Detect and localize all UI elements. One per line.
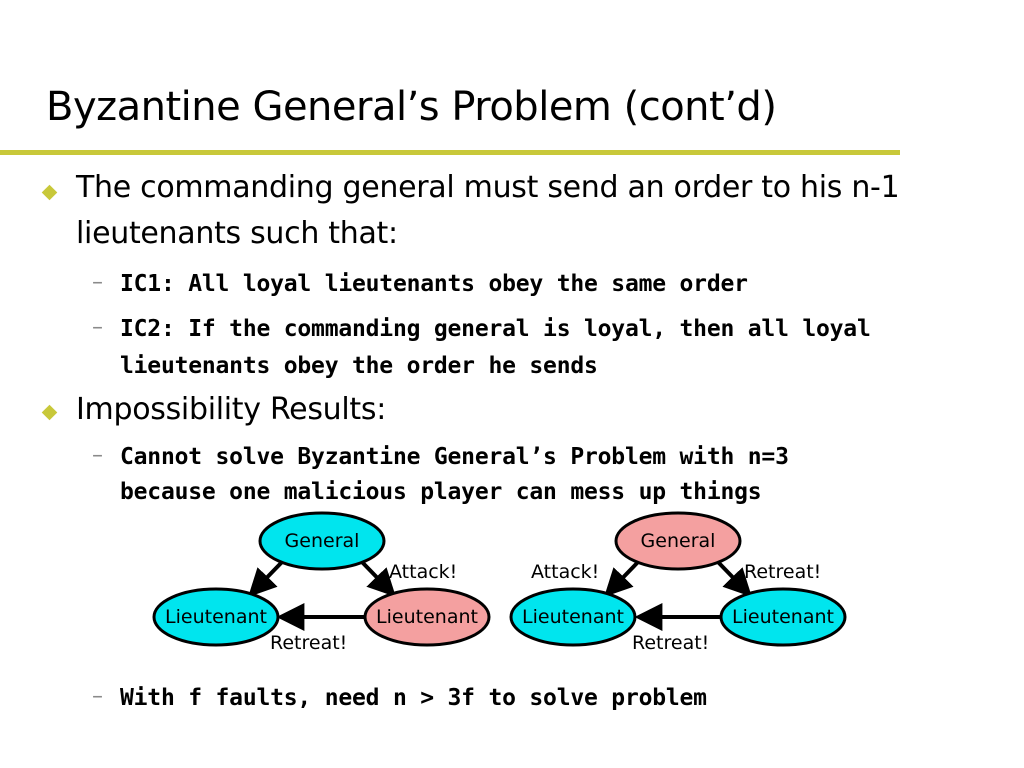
node-label-lieutenant: Lieutenant [522, 606, 624, 628]
bullet-1-line-2: lieutenants such that: [76, 216, 398, 251]
edge-label-attack: Attack! [389, 561, 458, 583]
sub-bullet-impossibility-line-2: because one malicious player can mess up things [120, 479, 762, 505]
arrow-general-to-left [608, 562, 638, 593]
sub-bullet-dash: – [92, 443, 103, 468]
sub-bullet-faults: With f faults, need n > 3f to solve problem [120, 685, 707, 711]
arrow-general-to-left [252, 562, 282, 593]
node-label-lieutenant: Lieutenant [376, 606, 478, 628]
node-label-general: General [640, 530, 716, 552]
bullet-2-line-1: Impossibility Results: [76, 392, 386, 427]
sub-bullet-ic2-line-1: IC2: If the commanding general is loyal, then all loyal [120, 316, 871, 342]
edge-label-retreat: Retreat! [632, 632, 710, 654]
node-label-general: General [284, 530, 360, 552]
diagram-graphics [0, 505, 1024, 675]
sub-bullet-dash: – [92, 270, 103, 295]
edge-label-retreat: Retreat! [744, 561, 822, 583]
edge-label-retreat: Retreat! [270, 632, 348, 654]
edge-label-attack: Attack! [531, 561, 600, 583]
slide-title: Byzantine General’s Problem (cont’d) [46, 84, 777, 130]
bullet-1-line-1: The commanding general must send an order to his n-1 [76, 170, 900, 205]
node-label-lieutenant: Lieutenant [732, 606, 834, 628]
diamond-bullet-icon [42, 185, 58, 201]
sub-bullet-impossibility-line-1: Cannot solve Byzantine General’s Problem with n=3 [120, 444, 789, 470]
byzantine-diagrams [0, 505, 1024, 675]
sub-bullet-ic2-line-2: lieutenants obey the order he sends [120, 353, 598, 379]
sub-bullet-dash: – [92, 315, 103, 340]
sub-bullet-dash: – [92, 684, 103, 709]
diamond-bullet-icon [42, 405, 58, 421]
title-underline [0, 150, 900, 155]
node-label-lieutenant: Lieutenant [165, 606, 267, 628]
arrow-general-to-right [362, 562, 392, 593]
sub-bullet-ic1: IC1: All loyal lieutenants obey the same order [120, 271, 748, 297]
